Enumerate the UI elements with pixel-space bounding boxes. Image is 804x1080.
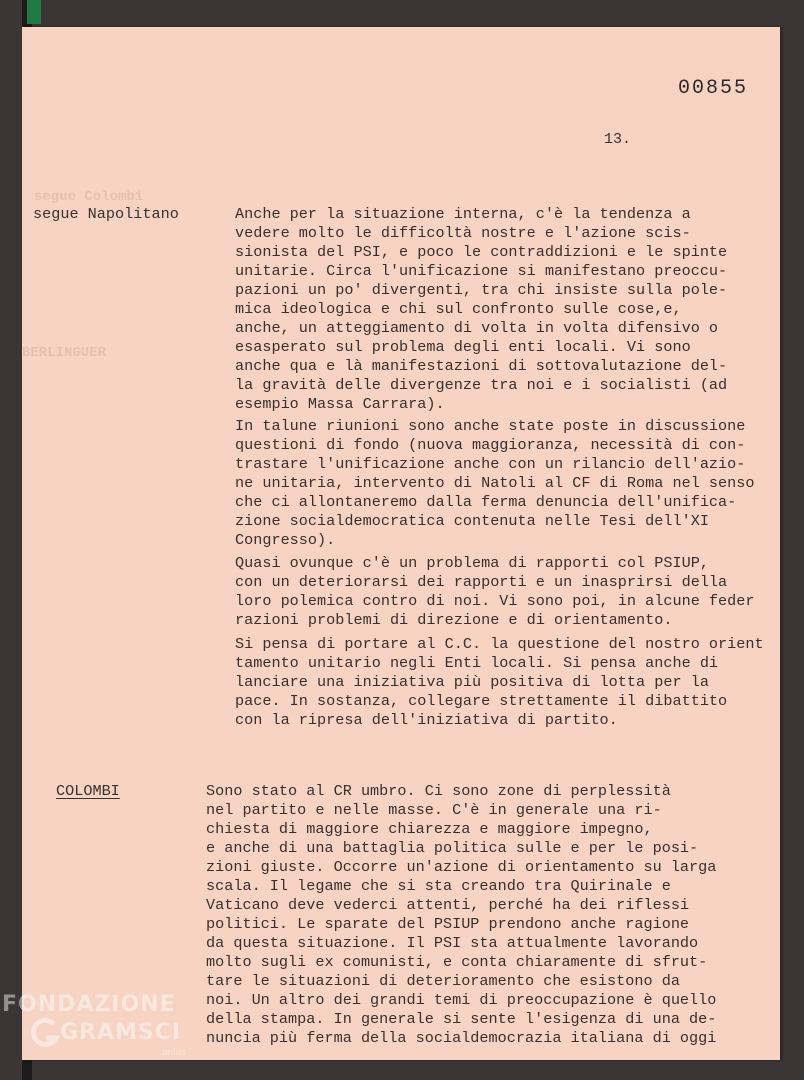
text-line: esempio Massa Carrara).	[235, 395, 445, 413]
text-line: anche qua e là manifestazioni di sottovalutazione del-	[235, 357, 728, 375]
binder-tab	[27, 0, 41, 24]
text-line: tamento unitario negli Enti locali. Si pensa anche di	[235, 654, 719, 672]
watermark-line: GRAMSCI	[60, 1020, 182, 1045]
text-line: Quasi ovunque c'è un problema di rapporti col PSIUP,	[235, 554, 709, 572]
text-line: da questa situazione. Il PSI sta attualmente lavorando	[206, 934, 699, 952]
text-line: Anche per la situazione interna, c'è la tendenza a	[235, 205, 691, 223]
text-line: vedere molto le difficoltà nostre e l'azione scis-	[235, 224, 691, 242]
paragraph	[235, 205, 727, 414]
text-line: pazioni un po' divergenti, tra chi insiste sulla pole-	[235, 281, 728, 299]
text-line: Congresso).	[235, 531, 336, 549]
text-line: loro polemica contro di noi. Vi sono poi, in alcune feder	[235, 592, 755, 610]
archive-number: 00855	[678, 77, 749, 100]
text-line: molto sugli ex comunisti, e conta chiaramente di sfrut-	[206, 953, 708, 971]
text-line: anche, un atteggiamento di volta in volta difensivo o	[235, 319, 719, 337]
text-line: e anche di una battaglia politica sulle e per le posi-	[206, 839, 699, 857]
bleed-through-text: BERLINGUER	[22, 345, 107, 361]
text-line: con un deteriorarsi dei rapporti e un inasprirsi della	[235, 573, 728, 591]
text-line: questioni di fondo (nuova maggioranza, necessità di con-	[235, 436, 746, 454]
speaker-label: COLOMBI	[56, 782, 120, 800]
text-line: trastare l'unificazione anche con un rilancio dell'azio-	[235, 455, 746, 473]
foundation-logo-icon	[30, 1016, 60, 1052]
text-line: zione socialdemocratica contenuta nelle Tesi dell'XI	[235, 512, 709, 530]
speaker-label: segue Napolitano	[33, 205, 179, 223]
text-line: che ci allontaneremo dalla ferma denuncia dell'unifica-	[235, 493, 737, 511]
paragraph	[235, 417, 755, 550]
text-line: politici. Le sparate del PSIUP prendono anche ragione	[206, 915, 690, 933]
bleed-through-text: segue Colombi	[34, 189, 144, 205]
text-line: esasperato sul problema degli enti locali. Vi sono	[235, 338, 691, 356]
text-line: In talune riunioni sono anche state poste in discussione	[235, 417, 746, 435]
text-line: sionista del PSI, e poco le contraddizioni e le spinte	[235, 243, 728, 261]
text-line: della stampa. In generale si sente l'esigenza di una de-	[206, 1010, 717, 1028]
text-line: mica ideologica e chi sul confronto sulle cose,e,	[235, 300, 682, 318]
text-line: scala. Il legame che si sta creando tra Quirinale e	[206, 877, 671, 895]
text-line: la gravità delle divergenze tra noi e i socialisti (ad	[235, 376, 728, 394]
paragraph	[235, 635, 764, 730]
text-line: Sono stato al CR umbro. Ci sono zone di perplessità	[206, 782, 671, 800]
text-line: chiesta di maggiore chiarezza e maggiore impegno,	[206, 820, 653, 838]
text-line: nuncia più ferma della socialdemocrazia italiana di oggi	[206, 1029, 717, 1047]
watermark-line: FONDAZIONE	[2, 992, 176, 1017]
page-number: 13.	[604, 131, 632, 148]
text-line: ne unitaria, intervento di Natoli al CF di Roma nel senso	[235, 474, 755, 492]
text-line: unitarie. Circa l'unificazione si manifestano preoccu-	[235, 262, 728, 280]
text-line: nel partito e nelle masse. C'è in generale una ri-	[206, 801, 662, 819]
text-line: lanciare una iniziativa più positiva di lotta per la	[235, 673, 709, 691]
text-line: pace. In sostanza, collegare strettamente il dibattito	[235, 692, 728, 710]
watermark	[2, 988, 202, 1068]
text-line: con la ripresa dell'iniziativa di partito.	[235, 711, 618, 729]
text-line: razioni problemi di direzione e di orientamento.	[235, 611, 673, 629]
text-line: tare le situazioni di deterioramento che esistono da	[206, 972, 680, 990]
paragraph	[206, 782, 716, 1048]
text-line: zioni giuste. Occorre un'azione di orientamento su larga	[206, 858, 717, 876]
text-line: noi. Un altro dei grandi temi di preoccupazione è quello	[206, 991, 717, 1009]
text-line: Vaticano deve vederci attenti, perché ha dei riflessi	[206, 896, 690, 914]
document-page	[22, 27, 780, 1060]
paragraph	[235, 554, 755, 630]
watermark-small-text: onlus	[162, 1048, 187, 1058]
text-line: Si pensa di portare al C.C. la questione del nostro orient	[235, 635, 764, 653]
